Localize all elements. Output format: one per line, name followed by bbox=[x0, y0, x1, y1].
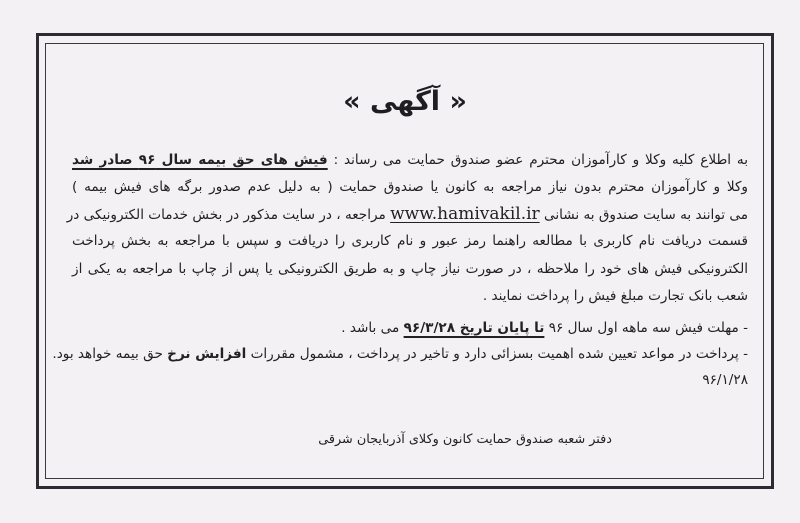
deadline-pre: - مهلت فیش سه ماهه اول سال ۹۶ bbox=[544, 320, 748, 336]
notice-line-2: وکلا و کارآموزان محترم بدون نیاز مراجعه به کانون یا صندوق حمایت ( به دلیل عدم صدور برگه های فیش بیمه ) bbox=[72, 179, 748, 195]
notice-line-3 bbox=[66, 201, 748, 228]
notice-title: « آگهی » bbox=[343, 86, 467, 117]
notice-line-5: الکترونیکی فیش های خود را ملاحظه ، در صورت نیاز چاپ و به طریق الکترونیکی یا پس از چاپ با مراجعه به یکی از bbox=[72, 261, 748, 277]
payment-increase: افزایش نرخ bbox=[167, 346, 247, 362]
deadline-line bbox=[72, 315, 748, 341]
deadline-date: تا پایان تاریخ ۹۶/۳/۲۸ bbox=[403, 320, 545, 336]
notice-line-1-text: به اطلاع کلیه وکلا و کارآموزان محترم عضو صندوق حمایت می رساند : bbox=[327, 152, 748, 168]
notice-date: ۹۶/۱/۲۸ bbox=[702, 372, 748, 388]
website-link[interactable]: www.hamivakil.ir bbox=[390, 204, 540, 224]
notice-line-6: شعب بانک تجارت مبلغ فیش را پرداخت نمایند . bbox=[482, 288, 748, 304]
notice-signature: دفتر شعبه صندوق حمایت کانون وکلای آذربایجان شرقی bbox=[318, 432, 612, 447]
payment-post: حق بیمه خواهد بود. bbox=[52, 346, 168, 362]
notice-content bbox=[52, 60, 748, 470]
deadline-post: می باشد . bbox=[341, 320, 404, 336]
payment-pre: - پرداخت در مواعد تعیین شده اهمیت بسزائی دارد و تاخیر در پرداخت ، مشمول مقررات bbox=[246, 346, 748, 362]
announcement-highlight: فیش های حق بیمه سال ۹۶ صادر شد bbox=[72, 152, 328, 168]
notice-line-3-post: مراجعه ، در سایت مذکور در بخش خدمات الکترونیکی در bbox=[66, 207, 391, 223]
notice-line-4: قسمت دریافت نام کاربری با مطالعه راهنما رمز عبور و نام کاربری را دریافت و سپس با مراجعه به بخش پرداخت bbox=[72, 233, 748, 249]
payment-line bbox=[52, 341, 748, 367]
notice-line-1 bbox=[72, 147, 748, 173]
notice-line-3-pre: می توانند به سایت صندوق به نشانی bbox=[539, 207, 748, 223]
